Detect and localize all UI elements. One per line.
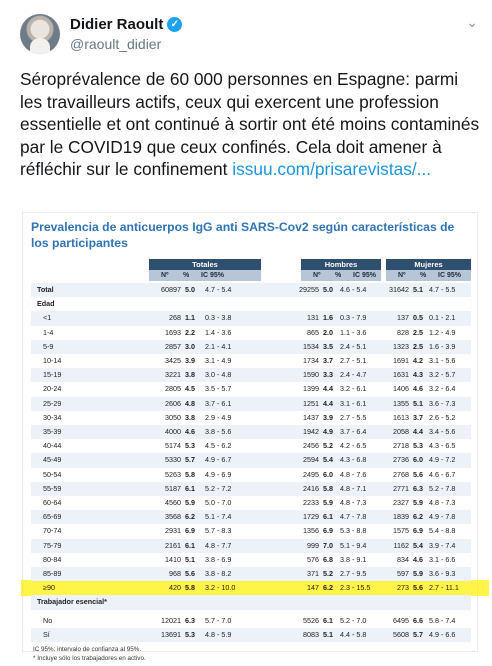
table-cell: 4.3 - 6.8 — [340, 455, 367, 465]
table-cell: 4.6 — [185, 427, 195, 436]
table-cell: 268 — [169, 313, 181, 323]
table-cell: 1693 — [165, 327, 181, 337]
table-cell: 2.5 — [413, 341, 423, 351]
table-cell: 3.8 - 8.2 — [205, 569, 232, 578]
row-label: ≥90 — [43, 583, 55, 593]
row-label: 55-59 — [43, 483, 62, 493]
table-cell: 12021 — [161, 615, 181, 625]
table-cell: 31642 — [389, 285, 409, 294]
table-cell: 3.6 - 7.3 — [429, 398, 456, 408]
table-cell: 2771 — [393, 483, 409, 493]
table-cell: 3.8 — [185, 370, 195, 380]
table-cell: 6.2 — [413, 512, 423, 522]
table-row — [31, 326, 471, 340]
table-cell: 6.8 — [323, 554, 333, 564]
table-cell: 1631 — [393, 370, 409, 380]
table-row — [31, 283, 471, 297]
row-label: 45-49 — [43, 455, 62, 465]
row-label: 25-29 — [43, 398, 62, 408]
author-row — [70, 16, 182, 33]
table-cell: 5.8 — [323, 483, 333, 493]
table-row — [31, 411, 471, 425]
table-cell: 5.0 — [323, 285, 333, 294]
table-cell: 2058 — [393, 427, 409, 436]
table-cell: 4560 — [165, 498, 181, 507]
table-cell: 0.3 - 3.8 — [205, 313, 232, 323]
table-cell: 4.5 - 6.2 — [205, 441, 232, 451]
table-cell: 3.1 - 4.9 — [205, 356, 232, 365]
table-cell: 2805 — [165, 384, 181, 394]
table-cell: 5.7 — [185, 455, 195, 465]
table-cell: 1251 — [303, 398, 319, 408]
tweet-link[interactable]: issuu.com/prisarevistas/... — [232, 159, 432, 179]
table-cell: 2.7 - 5.1 — [340, 356, 367, 365]
table-cell: 3.8 — [185, 412, 195, 422]
table-cell: 2495 — [303, 469, 319, 479]
table-cell: 147 — [307, 583, 319, 593]
table-row — [31, 425, 471, 439]
column-subheader-row — [149, 270, 261, 281]
table-cell: 4.3 — [413, 370, 423, 380]
table-cell: 1.1 - 3.6 — [340, 327, 367, 337]
table-cell: 5.2 - 7.0 — [340, 615, 367, 625]
table-cell: 4.6 - 5.4 — [340, 285, 367, 294]
table-cell: 5.6 — [413, 469, 423, 479]
table-cell: 4.4 - 5.8 — [340, 629, 367, 639]
table-cell: 2.5 — [413, 327, 423, 337]
column-subheader: Nº — [161, 272, 169, 279]
table-cell: 8083 — [303, 629, 319, 639]
table-cell: 5263 — [165, 469, 181, 479]
table-cell: 2.7 - 9.5 — [340, 569, 367, 578]
table-cell: 3.1 - 6.6 — [429, 554, 456, 564]
chevron-down-icon[interactable]: ⌄ — [466, 14, 478, 30]
table-cell: 5.7 — [413, 629, 423, 639]
row-label: Edad — [37, 299, 55, 309]
table-cell: 3.5 — [323, 341, 333, 351]
table-cell: 5.7 - 7.0 — [205, 615, 232, 625]
table-cell: 5.7 - 8.3 — [205, 526, 232, 536]
table-section-row — [31, 297, 471, 311]
table-cell: 5.1 — [323, 629, 333, 639]
table-cell: 2.4 - 5.1 — [340, 341, 367, 351]
table-cell: 6.3 — [413, 483, 423, 493]
table-cell: 4.8 - 7.3 — [340, 498, 367, 507]
table-cell: 6.1 — [185, 483, 195, 493]
table-row — [31, 581, 471, 595]
table-cell: 3.1 - 6.1 — [340, 398, 367, 408]
table-cell: 1942 — [303, 427, 319, 436]
table-cell: 1575 — [393, 526, 409, 536]
column-subheader: % — [183, 272, 190, 279]
table-cell: 1323 — [393, 341, 409, 351]
column-subheader: % — [420, 272, 427, 279]
table-cell: 5.9 — [185, 498, 195, 507]
table-cell: 2594 — [303, 455, 319, 465]
table-cell: 999 — [307, 540, 319, 550]
table-row — [31, 628, 471, 642]
table-title: Prevalencia de anticuerpos IgG anti SARS-Cov2 según características de los participantes — [31, 220, 455, 250]
column-group-header: Hombres — [301, 259, 381, 270]
table-cell: 6.1 — [323, 512, 333, 522]
table-cell: 2.7 - 5.5 — [340, 412, 367, 422]
verified-badge-icon: ✓ — [167, 17, 182, 32]
table-cell: 4.4 — [413, 427, 423, 436]
table-cell: 5.3 — [413, 441, 423, 451]
column-subheader: Nº — [313, 272, 321, 279]
table-cell: 6.0 — [413, 455, 423, 465]
table-cell: 6.6 — [413, 615, 423, 625]
table-cell: 2.6 - 5.2 — [429, 412, 456, 422]
table-cell: 2.0 — [323, 327, 333, 337]
table-cell: 273 — [397, 583, 409, 593]
table-cell: 5.2 - 7.8 — [429, 483, 456, 493]
table-cell: 5.9 — [413, 498, 423, 507]
table-cell: 371 — [307, 569, 319, 578]
table-cell: 1356 — [303, 526, 319, 536]
table-row — [31, 354, 471, 368]
table-cell: 3.4 - 5.6 — [429, 427, 456, 436]
table-cell: 4.2 — [413, 356, 423, 365]
table-cell: 2.2 — [185, 327, 195, 337]
table-cell: 1590 — [303, 370, 319, 380]
table-cell: 5.0 — [185, 285, 195, 294]
author-handle[interactable]: @raoult_didier — [70, 36, 162, 52]
table-cell: 834 — [397, 554, 409, 564]
table-cell: 5.3 - 8.8 — [340, 526, 367, 536]
table-cell: 5.9 — [413, 569, 423, 578]
table-cell: 137 — [397, 313, 409, 323]
table-cell: 1.1 — [185, 313, 195, 323]
table-cell: 5.2 — [323, 441, 333, 451]
table-cell: 3050 — [165, 412, 181, 422]
row-label: 60-64 — [43, 498, 62, 507]
table-cell: 0.1 - 2.1 — [429, 313, 456, 323]
table-cell: 2718 — [393, 441, 409, 451]
table-cell: 4.9 — [323, 427, 333, 436]
row-label: 15-19 — [43, 370, 62, 380]
table-cell: 3.2 - 5.7 — [429, 370, 456, 380]
table-cell: 2.4 - 4.7 — [340, 370, 367, 380]
table-section-row — [31, 595, 471, 609]
table-cell: 2857 — [165, 341, 181, 351]
table-cell: 3221 — [165, 370, 181, 380]
table-cell: 4.4 — [323, 398, 333, 408]
table-cell: 5.4 — [323, 455, 333, 465]
table-cell: 1734 — [303, 356, 319, 365]
table-cell: 3.7 - 6.4 — [340, 427, 367, 436]
table-cell: 3.9 — [323, 412, 333, 422]
table-cell: 4.4 — [323, 384, 333, 394]
table-cell: 3.2 - 6.4 — [429, 384, 456, 394]
column-subheader: IC 95% — [438, 272, 461, 279]
row-label: 35-39 — [43, 427, 62, 436]
avatar[interactable] — [20, 14, 60, 54]
table-cell: 1613 — [393, 412, 409, 422]
table-row — [31, 524, 471, 538]
table-cell: 5.6 — [413, 583, 423, 593]
table-cell: 865 — [307, 327, 319, 337]
table-cell: 4.9 - 6.9 — [205, 469, 232, 479]
table-cell: 1691 — [393, 356, 409, 365]
table-cell: 4.8 - 5.9 — [205, 629, 232, 639]
table-footnote: IC 95%: intervalo de confianza al 95%. — [33, 646, 142, 653]
table-cell: 6.9 — [413, 526, 423, 536]
table-cell: 5.4 - 8.8 — [429, 526, 456, 536]
table-cell: 3.7 — [413, 412, 423, 422]
table-cell: 2768 — [393, 469, 409, 479]
table-cell: 3425 — [165, 356, 181, 365]
row-label: 5-9 — [43, 341, 54, 351]
table-cell: 6.2 — [323, 583, 333, 593]
table-cell: 2931 — [165, 526, 181, 536]
table-row — [31, 311, 471, 325]
table-row — [31, 468, 471, 482]
table-cell: 1839 — [393, 512, 409, 522]
table-row — [31, 368, 471, 382]
table-cell: 4.9 - 6.7 — [205, 455, 232, 465]
table-cell: 2416 — [303, 483, 319, 493]
table-cell: 1406 — [393, 384, 409, 394]
table-cell: 1162 — [393, 540, 409, 550]
column-subheader: IC 95% — [353, 272, 376, 279]
table-cell: 29255 — [299, 285, 319, 294]
table-cell: 4.9 - 7.2 — [429, 455, 456, 465]
table-cell: 5.8 — [185, 583, 195, 593]
table-cell: 6.9 — [323, 526, 333, 536]
column-subheader: % — [335, 272, 342, 279]
table-cell: 2.3 - 15.5 — [340, 583, 371, 593]
table-cell: 2.7 - 11.1 — [429, 583, 459, 593]
table-row — [31, 539, 471, 553]
table-cell: 3.5 - 5.7 — [205, 384, 232, 394]
row-label: 65-69 — [43, 512, 62, 522]
column-subheader: Nº — [398, 272, 406, 279]
column-group-header: Totales — [149, 259, 261, 270]
row-label: 10-14 — [43, 356, 62, 365]
table-cell: 1729 — [303, 512, 319, 522]
column-subheader-row — [301, 270, 381, 281]
row-label: 30-34 — [43, 412, 62, 422]
row-label: 70-74 — [43, 526, 62, 536]
table-row — [31, 453, 471, 467]
row-label: Trabajador esencial* — [37, 597, 107, 607]
table-cell: 5.1 — [413, 398, 423, 408]
table-cell: 3568 — [165, 512, 181, 522]
table-cell: 1399 — [303, 384, 319, 394]
table-cell: 4.9 - 7.8 — [429, 512, 456, 522]
table-cell: 1355 — [393, 398, 409, 408]
row-label: 20-24 — [43, 384, 62, 394]
table-cell: 0.5 — [413, 313, 423, 323]
table-cell: 5.1 — [413, 285, 423, 294]
table-cell: 4.7 - 5.5 — [429, 285, 456, 294]
table-cell: 3.8 - 6.9 — [205, 554, 232, 564]
row-label: 85-89 — [43, 569, 62, 578]
table-cell: 3.9 — [185, 356, 195, 365]
table-cell: 60897 — [161, 285, 181, 294]
table-cell: 5.0 - 7.0 — [205, 498, 232, 507]
table-cell: 1.4 - 3.6 — [205, 327, 232, 337]
table-cell: 1.6 - 3.9 — [429, 341, 456, 351]
row-label: 40-44 — [43, 441, 62, 451]
row-label: 75-79 — [43, 540, 62, 550]
table-row — [31, 567, 471, 581]
table-cell: 5174 — [165, 441, 181, 451]
row-label: 80-84 — [43, 554, 62, 564]
table-cell: 5.2 — [323, 569, 333, 578]
table-cell: 1.2 - 4.9 — [429, 327, 456, 337]
table-cell: 4.6 — [413, 384, 423, 394]
table-cell: 3.7 - 6.1 — [205, 398, 232, 408]
table-row — [31, 397, 471, 411]
table-cell: 7.0 — [323, 540, 333, 550]
table-cell: 6.0 — [323, 469, 333, 479]
tweet-body — [20, 68, 480, 181]
row-label: Total — [37, 285, 54, 294]
table-cell: 4.6 — [413, 554, 423, 564]
table-footnote: * Incluye sólo los trabajadores en activo. — [33, 655, 146, 662]
table-cell: 2736 — [393, 455, 409, 465]
table-row — [31, 482, 471, 496]
table-cell: 3.6 - 9.3 — [429, 569, 456, 578]
table-cell: 1437 — [303, 412, 319, 422]
table-row — [31, 439, 471, 453]
table-row — [31, 340, 471, 354]
table-cell: 6.1 — [323, 615, 333, 625]
table-cell: 6.9 — [185, 526, 195, 536]
table-row — [31, 614, 471, 628]
table-cell: 5.3 — [185, 629, 195, 639]
table-cell: 4.8 — [185, 398, 195, 408]
table-cell: 3.8 - 9.1 — [340, 554, 367, 564]
table-cell: 5608 — [393, 629, 409, 639]
table-cell: 5187 — [165, 483, 181, 493]
table-cell: 4.8 - 7.7 — [205, 540, 232, 550]
table-cell: 5.2 - 7.2 — [205, 483, 232, 493]
table-cell: 2161 — [165, 540, 181, 550]
tweet-text: Séroprévalence de 60 000 personnes en Espagne: parmi les travailleurs actifs, ceux qui exercent une profession essentielle et ont continué à sortir ont été moins contaminés par le COVID19 que ceux confinés. Cela doit amener à réfléchir sur le confinement — [20, 69, 480, 179]
column-subheader: IC 95% — [201, 272, 224, 279]
table-cell: 2606 — [165, 398, 181, 408]
table-cell: 5.9 — [323, 498, 333, 507]
row-label: 1-4 — [43, 327, 54, 337]
table-cell: 0.3 - 7.9 — [340, 313, 367, 323]
table-cell: 828 — [397, 327, 409, 337]
table-cell: 5.1 - 9.4 — [340, 540, 367, 550]
table-cell: 968 — [169, 569, 181, 578]
column-subheader-row — [386, 270, 471, 281]
table-cell: 5526 — [303, 615, 319, 625]
table-cell: 4.6 - 6.7 — [429, 469, 456, 479]
row-label: 50-54 — [43, 469, 62, 479]
table-cell: 5.8 — [185, 469, 195, 479]
table-cell: 5.4 — [413, 540, 423, 550]
table-cell: 5.1 — [185, 554, 195, 564]
table-cell: 597 — [397, 569, 409, 578]
table-row — [31, 510, 471, 524]
table-cell: 5.6 — [185, 569, 195, 578]
table-cell: 2456 — [303, 441, 319, 451]
table-cell: 3.1 - 5.6 — [429, 356, 456, 365]
table-cell: 5.3 — [185, 441, 195, 451]
table-row — [31, 553, 471, 567]
table-cell: 3.9 - 7.4 — [429, 540, 456, 550]
table-cell: 6495 — [393, 615, 409, 625]
table-cell: 5.8 - 7.4 — [429, 615, 456, 625]
table-cell: 4.8 - 7.6 — [340, 469, 367, 479]
table-cell: 6.2 — [185, 512, 195, 522]
table-cell: 4000 — [165, 427, 181, 436]
table-cell: 420 — [169, 583, 181, 593]
table-cell: 3.8 - 5.6 — [205, 427, 232, 436]
table-cell: 576 — [307, 554, 319, 564]
table-cell: 2327 — [393, 498, 409, 507]
table-cell: 2233 — [303, 498, 319, 507]
table-cell: 6.3 — [185, 615, 195, 625]
table-cell: 2.9 - 4.9 — [205, 412, 232, 422]
table-cell: 4.7 - 7.8 — [340, 512, 367, 522]
table-cell: 1410 — [165, 554, 181, 564]
table-cell: 4.7 - 5.4 — [205, 285, 232, 294]
table-cell: 131 — [307, 313, 319, 323]
tweet-header — [20, 14, 480, 58]
row-label: <1 — [43, 313, 52, 323]
table-cell: 5330 — [165, 455, 181, 465]
row-label: No — [43, 615, 53, 625]
table-cell: 13691 — [161, 629, 181, 639]
table-cell: 1.6 — [323, 313, 333, 323]
table-cell: 3.2 - 10.0 — [205, 583, 236, 593]
table-cell: 4.9 - 6.6 — [429, 629, 456, 639]
table-cell: 3.0 - 4.8 — [205, 370, 232, 380]
table-cell: 6.1 — [185, 540, 195, 550]
table-cell: 4.5 — [185, 384, 195, 394]
author-name[interactable]: Didier Raoult — [70, 16, 164, 33]
column-group-header: Mujeres — [386, 259, 471, 270]
table-cell: 2.1 - 4.1 — [205, 341, 232, 351]
row-label: Sí — [43, 629, 50, 639]
table-cell: 3.0 — [185, 341, 195, 351]
table-cell: 4.3 - 6.5 — [429, 441, 456, 451]
table-cell: 4.8 - 7.3 — [429, 498, 456, 507]
table-row — [31, 382, 471, 396]
table-cell: 1534 — [303, 341, 319, 351]
table-cell: 4.2 - 6.5 — [340, 441, 367, 451]
table-cell: 3.2 - 6.1 — [340, 384, 367, 394]
attached-image[interactable] — [22, 212, 478, 662]
table-cell: 5.1 - 7.4 — [205, 512, 232, 522]
table-row — [31, 496, 471, 510]
table-cell: 3.7 — [323, 356, 333, 365]
table-cell: 3.3 — [323, 370, 333, 380]
table-cell: 4.8 - 7.1 — [340, 483, 367, 493]
